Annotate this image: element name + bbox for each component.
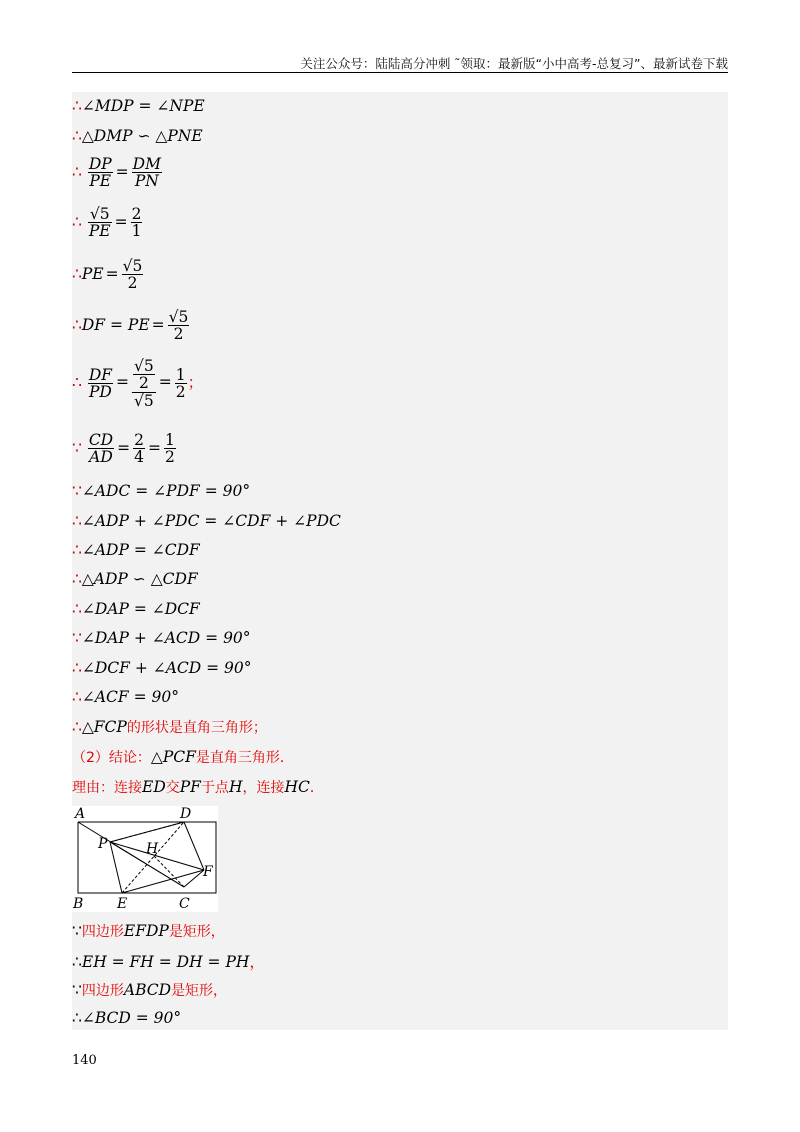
fraction: $\frac{DP}{PE}$ bbox=[88, 155, 112, 191]
line-7: ∴ $\frac{DF}{PD}$ = $\frac{\frac{√5}{2}}{√5}$ = $\frac{1}{2}$ ； bbox=[72, 357, 204, 410]
label-P: P bbox=[98, 836, 108, 852]
line-16: ∴∠ACF = 90° bbox=[72, 688, 179, 706]
therefore-symbol: ∴ bbox=[72, 162, 82, 181]
label-A: A bbox=[75, 806, 86, 822]
solution-panel bbox=[72, 92, 728, 1030]
line-5: ∴PE = $\frac{√5}{2}$ bbox=[72, 257, 143, 293]
therefore-symbol: ∴ bbox=[72, 97, 82, 115]
fraction: $\frac{√5}{PE}$ bbox=[88, 205, 111, 241]
line-20: ∵四边形EFDP是矩形， bbox=[72, 922, 225, 940]
equation-text: ∠MDP = ∠NPE bbox=[81, 97, 205, 115]
therefore-symbol: ∴ bbox=[72, 315, 82, 334]
page-header: 关注公众号：陆陆高分冲刺 ˜领取：最新版“小中高考-总复习”、最新试卷下载 bbox=[300, 56, 728, 71]
fraction: $\frac{√5}{2}$ bbox=[122, 257, 143, 293]
because-symbol: ∵ bbox=[72, 438, 82, 457]
line-14: ∵∠DAP + ∠ACD = 90° bbox=[72, 629, 251, 647]
line-3: ∴ $\frac{DP}{PE}$ = $\frac{DM}{PN}$ bbox=[72, 155, 161, 191]
label-B: B bbox=[73, 896, 84, 912]
page-number: 140 bbox=[72, 1053, 97, 1068]
line-9: ∵∠ADC = ∠PDF = 90° bbox=[72, 482, 251, 500]
complex-fraction: $\frac{\frac{√5}{2}}{√5}$ bbox=[134, 357, 154, 410]
triangle-text: △DMP bbox=[81, 127, 133, 145]
line-15: ∴∠DCF + ∠ACD = 90° bbox=[72, 659, 252, 677]
line-1 bbox=[72, 97, 205, 115]
label-H: H bbox=[146, 841, 159, 857]
fraction: $\frac{CD}{AD}$ bbox=[88, 431, 114, 467]
label-D: D bbox=[180, 806, 192, 822]
label-F: F bbox=[203, 864, 213, 880]
fraction: $\frac{1}{2}$ bbox=[175, 365, 186, 401]
similar-symbol: ∽ bbox=[137, 127, 151, 145]
therefore-symbol: ∴ bbox=[72, 373, 82, 392]
line-10: ∴∠ADP + ∠PDC = ∠CDF + ∠PDC bbox=[72, 512, 341, 530]
line-4: ∴ $\frac{√5}{PE}$ = $\frac{2}{1}$ bbox=[72, 205, 142, 241]
fraction: $\frac{√5}{2}$ bbox=[168, 308, 189, 344]
therefore-symbol: ∴ bbox=[72, 212, 82, 231]
fraction: $\frac{2}{4}$ bbox=[134, 431, 144, 467]
triangle-text: △PNE bbox=[155, 127, 203, 145]
line-8: ∵ $\frac{CD}{AD}$ = $\frac{2}{4}$ = $\frac{1}{2}$ bbox=[72, 431, 175, 467]
line-18: （2）结论：△PCF是直角三角形． bbox=[72, 748, 294, 766]
fraction: $\frac{2}{1}$ bbox=[131, 205, 142, 241]
line-13: ∴∠DAP = ∠DCF bbox=[72, 600, 200, 618]
line-23: ∴∠BCD = 90° bbox=[72, 1009, 182, 1027]
fraction: $\frac{DM}{PN}$ bbox=[132, 155, 161, 191]
line-6: ∴DF = PE = $\frac{√5}{2}$ bbox=[72, 308, 189, 344]
line-22: ∵四边形ABCD是矩形， bbox=[72, 981, 228, 999]
header-rule bbox=[72, 72, 728, 73]
line-19: 理由：连接ED交PF于点H，连接HC． bbox=[72, 778, 324, 796]
line-12: ∴△ADP ∽ △CDF bbox=[72, 570, 198, 588]
line-2 bbox=[72, 127, 203, 145]
fraction: $\frac{DF}{PD}$ bbox=[88, 365, 112, 401]
therefore-symbol: ∴ bbox=[72, 127, 82, 145]
line-17: ∴△FCP的形状是直角三角形； bbox=[72, 718, 267, 736]
therefore-symbol: ∴ bbox=[72, 264, 82, 283]
geometry-figure bbox=[72, 806, 218, 912]
label-C: C bbox=[179, 896, 190, 912]
label-E: E bbox=[117, 896, 128, 912]
fraction: $\frac{1}{2}$ bbox=[164, 431, 175, 467]
line-11: ∴∠ADP = ∠CDF bbox=[72, 541, 200, 559]
line-21: ∴EH = FH = DH = PH， bbox=[72, 953, 265, 971]
